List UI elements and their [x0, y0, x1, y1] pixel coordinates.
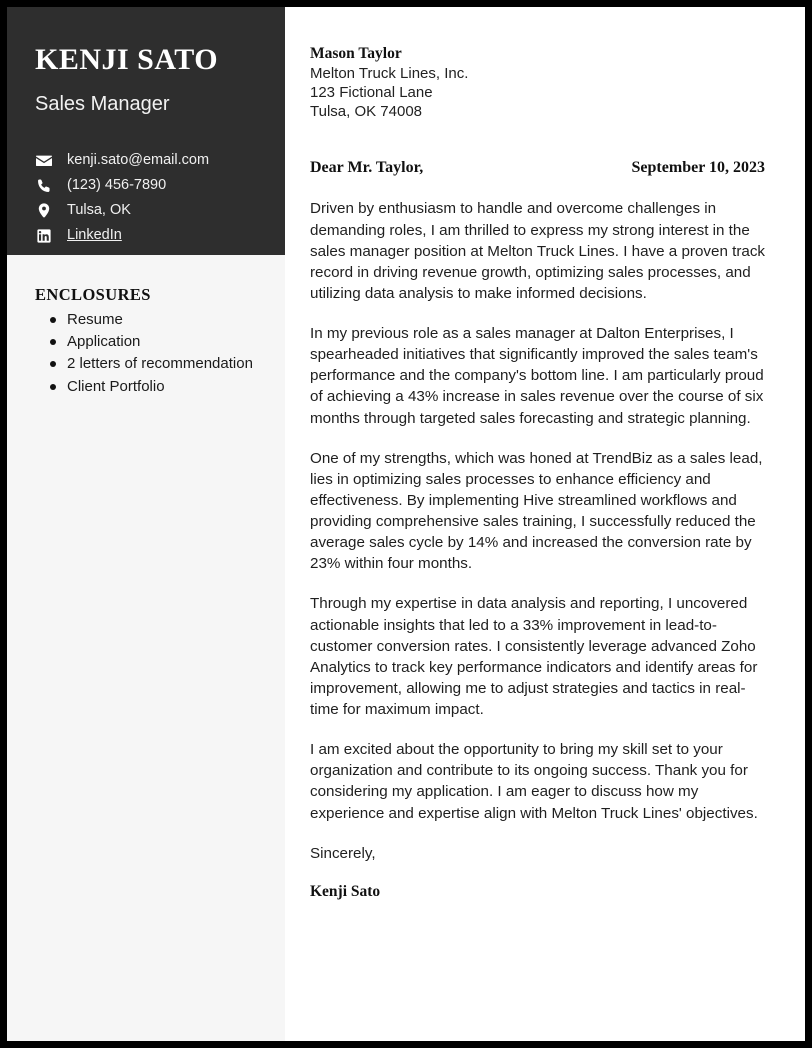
- contact-location-text: Tulsa, OK: [67, 202, 131, 219]
- linkedin-icon: [35, 229, 53, 243]
- contact-list: [35, 150, 257, 246]
- location-pin-icon: [35, 203, 53, 218]
- enclosures-list: [35, 310, 265, 396]
- contact-item-location: [35, 200, 257, 221]
- list-item: Application: [67, 332, 265, 351]
- contact-item-linkedin[interactable]: [35, 225, 257, 246]
- list-item: Client Portfolio: [67, 377, 265, 396]
- contact-linkedin-text[interactable]: LinkedIn: [67, 227, 122, 244]
- sidebar: [7, 7, 285, 1041]
- contact-item-phone: [35, 175, 257, 196]
- candidate-name: KENJI SATO: [35, 43, 219, 76]
- body-paragraph-4: Through my expertise in data analysis and reporting, I uncovered actionable insights that led to a 33% improvement in lead-to-customer conversion rates. I consistently leverage advanced Zoho Analytics to track key performance indicators and identify areas for improvement, allowing me to adjust strategies and tactics in real-time for maximum impact.: [310, 595, 758, 719]
- body-paragraph-1: Driven by enthusiasm to handle and overcome challenges in demanding roles, I am thrilled to express my strong interest in the sales manager position at Melton Truck Lines. I have a proven track record in driving revenue growth, optimizing sales processes, and utilizing data analysis to make informed decisions.: [310, 200, 766, 302]
- body-paragraph-3: One of my strengths, which was honed at TrendBiz as a sales lead, lies in optimizing sales processes to enhance efficiency and effectiveness. By implementing Hive streamlined workflows and providing comprehensive sales training, I successfully reduced the average sales cycle by 14% and increased the conversion rate by 23% within four months.: [310, 449, 763, 573]
- phone-icon: [35, 179, 53, 193]
- salutation-row: [310, 159, 769, 177]
- sign-off: Sincerely,: [310, 844, 376, 862]
- recipient-city-state-zip: Tulsa, OK 74008: [310, 103, 423, 121]
- recipient-name: Mason Taylor: [310, 45, 402, 62]
- contact-item-email: [35, 150, 257, 171]
- recipient-company: Melton Truck Lines, Inc.: [310, 64, 469, 82]
- body-paragraph-2: In my previous role as a sales manager at Dalton Enterprises, I spearheaded initiatives that significantly improved the sales team's performance and the company's bottom line. I am particularly proud of achieving a 43% increase in sales revenue over the course of six months through targeted sales forecasting and strategic planning.: [310, 325, 764, 427]
- contact-email-text: kenji.sato@email.com: [67, 152, 210, 168]
- letter-body: [285, 7, 805, 1041]
- list-item: 2 letters of recommendation: [67, 354, 265, 373]
- page-content: [7, 7, 805, 1041]
- signature-name: Kenji Sato: [310, 882, 381, 900]
- sidebar-header: [7, 7, 285, 255]
- enclosures-heading: ENCLOSURES: [35, 285, 151, 304]
- envelope-icon: [35, 155, 53, 167]
- candidate-job-title: Sales Manager: [35, 93, 170, 115]
- recipient-street: 123 Fictional Lane: [310, 84, 433, 102]
- recipient-address-block: [310, 44, 769, 121]
- salutation: Dear Mr. Taylor,: [310, 159, 424, 177]
- contact-phone-text: (123) 456-7890: [67, 177, 167, 194]
- letter-date: September 10, 2023: [631, 159, 765, 177]
- list-item: Resume: [67, 310, 265, 329]
- body-paragraph-5: I am excited about the opportunity to bring my skill set to your organization and contribute to its ongoing success. Thank you for considering my application. I am eager to discuss how my experience and expertise align with Melton Truck Lines' objectives.: [310, 741, 758, 822]
- enclosures-section: [7, 255, 285, 1041]
